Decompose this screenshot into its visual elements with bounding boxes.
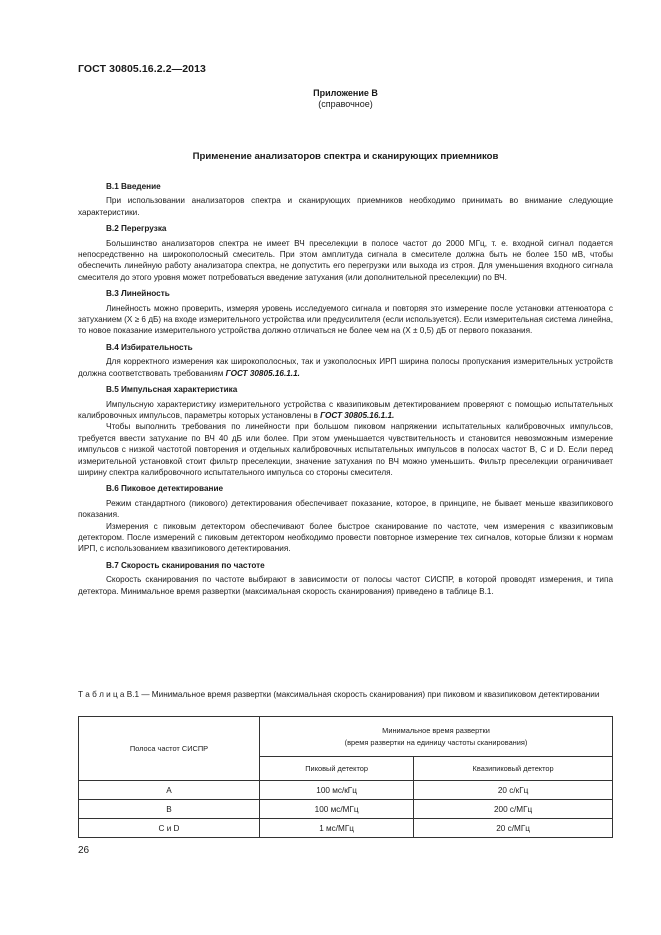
- annex-subtitle: (справочное): [318, 99, 373, 109]
- table-caption-text: В.1 — Минимальное время развертки (максимальная скорость сканирования) при пиковом и квазипиковом детектировании: [126, 690, 600, 699]
- cell-band: B: [79, 800, 260, 819]
- header-group: [260, 717, 613, 757]
- section-heading-b6: В.6 Пиковое детектирование: [106, 484, 224, 494]
- cell-qp: 20 с/кГц: [414, 781, 613, 800]
- cell-band: A: [79, 781, 260, 800]
- paragraph: Скорость сканирования по частоте выбирают в зависимости от полосы частот СИСПР, в которой проводят измерения, и типа детектора. Минимальное время развертки (максимальная скорость сканирования) приведено в таблице В.1.: [78, 575, 613, 596]
- cell-peak: 100 мс/МГц: [260, 800, 414, 819]
- paragraph: [78, 399, 613, 422]
- paragraph: Измерения с пиковым детектором обеспечивают более быстрое сканирование по частоте, чем измерения с квазипиковым детектором. После измерений с пиковым детектором необходимо провести повторное измерение тех сигналов, которые близки к нормам ИРП, с использованием квазипикового детектирования.: [78, 521, 613, 554]
- header-group-line2: (время развертки на единицу частоты сканирования): [344, 737, 528, 747]
- paragraph: Линейность можно проверить, измеряя уровень исследуемого сигнала и повторяя это измерение после установки аттенюатора с затуханием (X ≥ 6 дБ) на входе измерительного устройства или предусилителя (если используется). Если измерительная система линейна, то новое показание измерительного устройства должно отличаться не более чем на (X ± 0,5) дБ от первого показания.: [78, 303, 613, 336]
- annex-heading: [78, 88, 613, 110]
- cell-qp: 200 с/МГц: [414, 800, 613, 819]
- table-caption: [78, 689, 613, 700]
- header-group-line1: Минимальное время развертки: [382, 725, 490, 735]
- main-title: Применение анализаторов спектра и сканирующих приемников: [192, 151, 499, 162]
- paragraph: [78, 356, 613, 379]
- section-heading-b5: В.5 Импульсная характеристика: [106, 385, 238, 395]
- cell-peak: 100 мс/кГц: [260, 781, 414, 800]
- header-band: Полоса частот СИСПР: [79, 717, 260, 781]
- paragraph: Большинство анализаторов спектра не имеет ВЧ преселекции в полосе частот до 2000 МГц, т. е. входной сигнал подается непосредственно на широкополосный смеситель. При этом амплитуда сигнала в смесителе должна быть не более 150 мВ, чтобы обеспечить линейную работу анализатора спектра, не допустить его перегрузки или выхода из строя. Для уменьшения входного сигнала смесителя до этого уровня может потребоваться введение затухания (или дополнительной преселекции) по ВЧ.: [78, 238, 613, 282]
- standard-number: ГОСТ 30805.16.2.2—2013: [78, 63, 206, 75]
- section-heading-b1: В.1 Введение: [106, 182, 161, 191]
- paragraph: Режим стандартного (пикового) детектирования обеспечивает показание, которое, в принципе, не бывает меньше квазипикового показания.: [78, 498, 613, 520]
- table-row: [79, 800, 613, 819]
- section-heading-b2: В.2 Перегрузка: [106, 224, 167, 234]
- cell-qp: 20 с/МГц: [414, 819, 613, 838]
- section-heading-b4: В.4 Избирательность: [106, 342, 193, 352]
- paragraph: При использовании анализаторов спектра и сканирующих приемников необходимо принимать во внимание следующие характеристики.: [78, 196, 613, 217]
- header-peak: Пиковый детектор: [260, 757, 414, 781]
- content-body: [78, 178, 613, 597]
- paragraph: Чтобы выполнить требования по линейности при большом пиковом напряжении испытательных калибровочных импульсов, требуется ввести затухание по ВЧ 40 дБ или более. При этом уменьшается чувствительность и становится невозможным измерение импульсов с низкой частотой повторения и отдельных калибровочных испытательных импульсов в полосах частот В, С и D. Если перед измерительной установкой стоит фильтр преселекции, значение затухания по ВЧ можно уменьшить. Фильтр преселекции ограничивает ширину спектра калибровочного испытательного импульса со стороны смесителя.: [78, 422, 613, 477]
- standard-reference: ГОСТ 30805.16.1.1.: [225, 368, 300, 378]
- cell-peak: 1 мс/МГц: [260, 819, 414, 838]
- cell-band: C и D: [79, 819, 260, 838]
- paragraph-text: Для корректного измерения как широкополосных, так и узкополосных ИРП ширина полосы пропускания измерительных устройств должна соответствовать требованиям: [78, 357, 613, 378]
- header-qp: Квазипиковый детектор: [414, 757, 613, 781]
- table-row: [79, 781, 613, 800]
- page-number: 26: [78, 845, 90, 856]
- standard-reference: ГОСТ 30805.16.1.1.: [320, 410, 395, 420]
- table-row: [79, 819, 613, 838]
- section-heading-b3: В.3 Линейность: [106, 289, 170, 299]
- annex-title: Приложение В: [313, 88, 378, 98]
- table-caption-label: Т а б л и ц а: [78, 690, 125, 699]
- table-header-row: [79, 717, 613, 757]
- sweep-time-table: [78, 716, 613, 838]
- paragraph-text: Импульсную характеристику измерительного устройства с квазипиковым детектированием проверяют с помощью испытательных калибровочных импульсов, параметры которых установлены в: [78, 399, 613, 420]
- section-heading-b7: В.7 Скорость сканирования по частоте: [106, 560, 265, 570]
